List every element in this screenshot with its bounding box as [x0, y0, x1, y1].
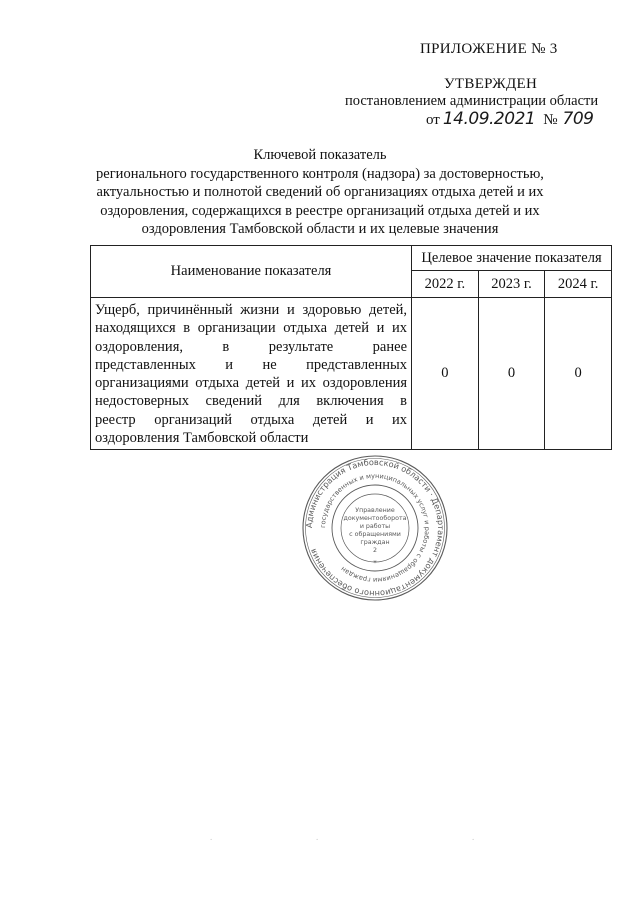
- official-seal-stamp: [300, 452, 450, 604]
- title-line: оздоровления Тамбовской области и их целевые значения: [141, 221, 499, 237]
- seal-center-line: документооборота: [343, 515, 407, 522]
- indicator-name-line: Ущерб, причинённый жизни и здоровью детей,: [95, 302, 408, 318]
- value-2022: 0: [412, 298, 479, 450]
- header-indicator-name: Наименование показателя: [91, 246, 412, 298]
- indicator-name-line: оздоровления Тамбовской области: [95, 430, 309, 447]
- seal-star-icon: *: [373, 559, 377, 567]
- scan-dot: .: [210, 832, 213, 842]
- handwritten-number: 709: [562, 109, 594, 129]
- scan-dot: .: [316, 832, 319, 842]
- header-year-2024: 2024 г.: [545, 271, 612, 298]
- seal-center-line: Управление: [355, 507, 395, 514]
- approved-label: УТВЕРЖДЕН: [444, 76, 538, 92]
- table-header-row: [91, 246, 612, 271]
- title-line: оздоровления, содержащихся в реестре организаций отдыха детей и их: [100, 202, 540, 219]
- seal-center-line: и работы: [359, 523, 391, 530]
- indicator-table: [90, 245, 612, 450]
- indicator-name-line: представленных и не представленных: [95, 356, 408, 373]
- indicator-name-line: оздоровления, в результате ранее: [95, 338, 408, 355]
- header-year-2023: 2023 г.: [478, 271, 545, 298]
- value-2023: 0: [478, 298, 545, 450]
- table-row: [91, 298, 612, 450]
- indicator-name-cell: [91, 298, 412, 450]
- decree-date-line: [426, 109, 593, 129]
- date-prefix: от: [426, 112, 440, 128]
- title-line: Ключевой показатель: [253, 147, 387, 163]
- number-sign: №: [543, 112, 558, 128]
- document-title: [80, 146, 560, 239]
- seal-center-line: с обращениями: [349, 531, 401, 538]
- seal-center-line: 2: [372, 547, 378, 554]
- indicator-name-line: недостоверных сведений для включения в: [95, 393, 408, 410]
- appendix-number: ПРИЛОЖЕНИЕ № 3: [420, 41, 558, 57]
- title-line: регионального государственного контроля (надзора) за достоверностью,: [96, 165, 544, 182]
- seal-outer-text: Администрация Тамбовской области · Департамент документационного обеспечения: [303, 456, 447, 600]
- handwritten-date: 14.09.2021: [442, 109, 536, 129]
- scan-dot: .: [472, 832, 475, 842]
- decree-text: постановлением администрации области: [345, 93, 599, 109]
- seal-inner-text: государственных и муниципальных услуг и работы с обращениями граждан: [318, 471, 432, 585]
- header-target-value: Целевое значение показателя: [412, 246, 612, 271]
- title-line: актуальностью и полнотой сведений об организациях отдыха детей и их: [96, 184, 544, 200]
- header-year-2022: 2022 г.: [412, 271, 479, 298]
- indicator-name-line: реестр организаций отдыха детей и их: [95, 411, 408, 428]
- indicator-name-line: находящихся в организации отдыха детей и их: [95, 320, 408, 337]
- indicator-name-line: организациями отдыха детей и их оздоровления: [95, 375, 408, 392]
- value-2024: 0: [545, 298, 612, 450]
- seal-center-line: граждан: [360, 539, 390, 546]
